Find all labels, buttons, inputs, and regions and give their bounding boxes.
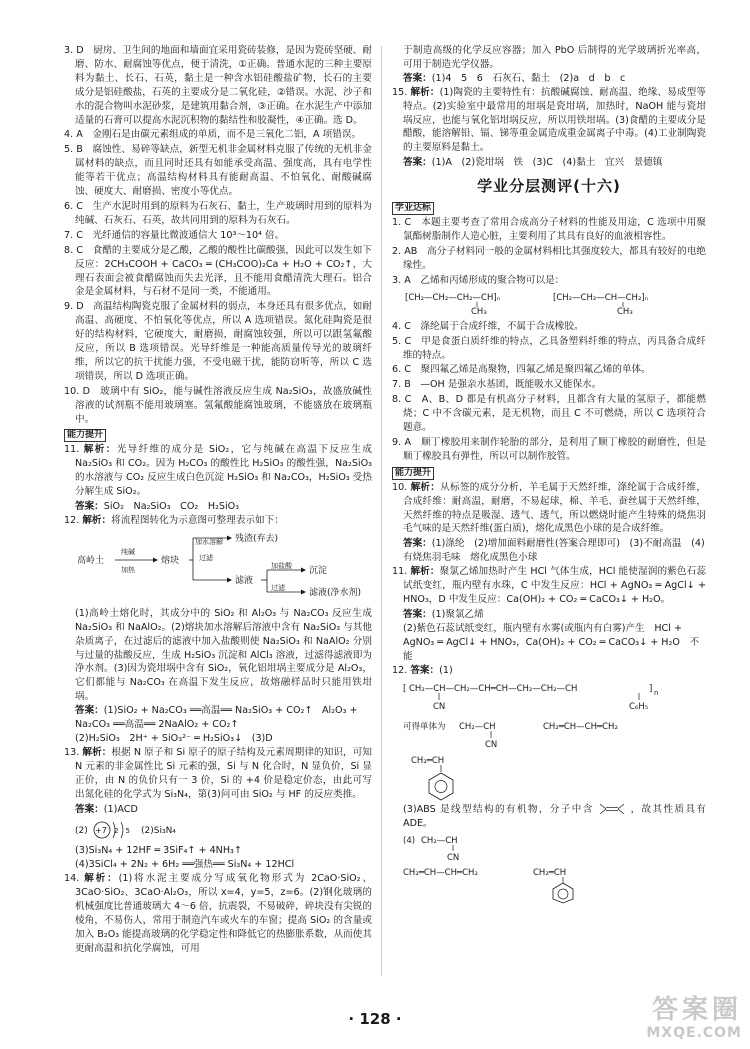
flow-residue: 残渣(弃去) <box>235 533 279 544</box>
watermark <box>602 995 742 1043</box>
question-11-b: 11. 解析：聚氯乙烯加热时产生 HCl 气体生成，HCl 能使湿润的紫色石蕊试纸变红，瓶内壁有水珠，C 中发生反应：HCl + AgNO₃ ═ AgCl↓ + HNO₃，D 中发生反应：Ca(OH)₂ + CO₂ ═ CaCO₃↓ + H₂O。 <box>392 566 706 605</box>
svg-text:]: ] <box>649 684 653 695</box>
question-text: D 厨房、卫生间的地面和墙面宜采用瓷砖装修，是因为瓷砖坚硬、耐磨、防水、耐腐蚀等优点，便于清洗，①正确。普通水泥的三种主要原料为黏土、长石、石英，黏土是一种含水铝硅酸盐矿物，长石的主要成分是铝硅酸盐，石英的主要成分是二氧化硅，②错误。水泥、沙子和水的混合物叫水泥砂浆，是建筑用黏合剂，③正确。在水泥生产中添加适量的石膏可以提高水泥沉积物的黏结性和胶凝性，④正确。选 D。 <box>75 45 373 126</box>
answer-12-part4 <box>403 833 706 903</box>
question-number: 8. <box>64 244 77 256</box>
right-question-b-6 <box>392 436 706 464</box>
flow-step1-bottom: 加热 <box>121 565 135 574</box>
polymer-structure-3 <box>403 290 706 318</box>
left-question-4 <box>64 200 372 228</box>
right-question-b-3 <box>392 363 706 377</box>
question-text: C A、B、D 都是有机高分子材料，且都含有大量的氢原子，都能燃烧；C 中不含碳元素，是无机物，而且 C 不可燃烧，所以 C 选项符合题意。 <box>403 394 707 434</box>
flow-step3-top: 加盐酸 <box>271 561 292 570</box>
question-text: B 腐蚀性、易碎等缺点，新型无机非金属材料克服了传统的无机非金属材料的缺点，而且同时还具有如能承受高温、强度高，具有电学性能等若干优点；高温结构材料具有能耐高温、不怕氧化、耐酸碱腐蚀、硬度大、耐磨损、密度小等优点。 <box>75 144 372 198</box>
question-number: 9. <box>64 301 77 313</box>
ability-tag-left: 能力提升 <box>64 429 106 442</box>
question-text: C 涤纶属于合成纤维，不属于合成橡胶。 <box>404 320 584 332</box>
svg-text:n: n <box>654 689 659 698</box>
right-question-1 <box>392 216 706 244</box>
question-number: 6. <box>64 200 77 212</box>
question-text: C 甲是食蛋白质纤维的特点，乙具备塑料纤维的特点，丙具备合成纤维的特点。 <box>403 335 707 361</box>
right-question-b-2 <box>392 335 706 363</box>
section-title: 学业分层测评(十六) <box>477 177 621 196</box>
question-14: 14. 解析：(1)将水泥主要成分写成氧化物形式为 2CaO·SiO₂、3CaO·SiO₂、3CaO·Al₂O₃，所以 x=4，y=5，z=6。(2)钢化玻璃的机械强度比普通玻璃大 4～6 倍，抗震裂，不易破碎，碎块没有尖锐的棱角，不易伤人，常用于制造汽车或火车的车窗；提高 SiO₂ 的含量或加入 B₂O₃ 能提高玻璃的化学稳定性和降低它的热膨胀系数，从而使其更耐高温和抗化学腐蚀，可用 <box>64 873 372 954</box>
abs-polymer-structure <box>403 679 706 715</box>
svg-text:CN: CN <box>447 853 460 864</box>
question-text: D 玻璃中有 SiO₂，能与碱性溶液反应生成 Na₂SiO₃，故盛放碱性溶液的试剂瓶不能用玻璃塞。氢氟酸能腐蚀玻璃，不能盛放在玻璃瓶中。 <box>75 385 372 425</box>
flow-step1-top: 纯碱 <box>121 547 135 556</box>
svg-text:CH₃: CH₃ <box>617 306 633 317</box>
question-text: C 聚四氟乙烯是高聚物，四氟乙烯是聚四氟乙烯的单体。 <box>404 364 651 376</box>
watermark-bottom: MXQE.COM <box>646 1025 742 1041</box>
flow-step3-bottom: 过滤 <box>271 583 285 592</box>
svg-text:CH₂═CH—CH═CH₂: CH₂═CH—CH═CH₂ <box>403 868 478 879</box>
right-question-b-1 <box>392 320 706 334</box>
flow-final: 滤液(净水剂) <box>309 587 362 598</box>
flow-precip: 沉淀 <box>309 565 328 576</box>
left-question-1 <box>64 44 372 127</box>
question-number: 3. <box>392 274 405 286</box>
question-text: C 光纤通信的容量比微波通信大 10³～10⁴ 倍。 <box>76 229 285 241</box>
question-number: 9. <box>392 436 405 448</box>
question-number: 8. <box>392 394 405 406</box>
question-number: 6. <box>392 364 405 376</box>
svg-text:(4): (4) <box>403 836 416 847</box>
question-text: C 食醋的主要成分是乙酸，乙酸的酸性比碳酸强，因此可以发生如下反应：2CH₃COOH + CaCO₃ ═ (CH₃COO)₂Ca + H₂O + CO₂↑，大理石表面会被食醋腐蚀而失去光泽，且不能用食醋清洗大理石。铝合金是金属材料，与石材不是同一类，不能通用。 <box>75 244 373 298</box>
left-column: 3. D 厨房、卫生间的地面和墙面宜采用瓷砖装修，是因为瓷砖坚硬、耐磨、防水、耐腐蚀等优点，便于清洗，①正确。普通水泥的三种主要原料为黏土、长石、石英，黏土是一种含水铝硅酸盐矿物，长石的主要成分是铝硅酸盐，石英的主要成分是二氧化硅，②错误。水泥、沙子和水的混合物叫水泥砂浆，是建筑用黏合剂，③正确。在水泥生产中添加适量的石膏可以提高水泥沉积物的黏结性和胶凝性，④正确。选 D。 4. A 金刚石是由碳元素组成的单质，而不是三氧化二铝，A 项错误。 5. B 腐蚀性、易碎等缺点，新型无机非金属材料克服了传统的无机非金属材料的缺点，而且同时还具有如能承受高温、强度高，具有电学性能等若干优点；高温结构材料具有能耐高温、不怕氧化、耐酸碱腐蚀、硬度大、耐磨损、密度小等优点。 6. C 生产水泥时用到的原料为石灰石、黏土，生产玻璃时用到的原料为纯碱、石灰石、石英，故共同用到的原料为石灰石。 7. C 光纤通信的容量比微波通信大 10³～10⁴ 倍。 8. C 食醋的主要成分是乙酸，乙酸的酸性比碳酸强，因此可以发生如下反应：2CH₃COOH + CaCO₃ ═ (CH₃COO)₂Ca + H₂O + CO₂↑，大理石表面会被食醋腐蚀而失去光泽，且不能用食醋清洗大理石。铝合金是金属材料，与石材不是同一类，不能通用。 9. D 高温结构陶瓷克服了金属材料的弱点，本身还具有很多优点，如耐高温、高硬度、不怕氧化等优点，所以 A 选项错误。氮化硅陶瓷是很好的结构材料，它硬度大，耐磨损，耐腐蚀较强，所以可以跟氢氟酸反应，所以 B 选项错误。光导纤维是一种能高质量传导光的玻璃纤维，所以它的抗干扰能力强，不受电磁干扰，能防窃听等，所以 C 选项错误，所以 D 选项正确。 10. D 玻璃中有 SiO₂，能与碱性溶液反应生成 Na₂SiO₃，故盛放碱性溶液的试剂瓶不能用玻璃塞。氢氟酸能腐蚀玻璃，不能盛放在玻璃瓶中。 能力提升 11. 解析：光导纤维的成分是 SiO₂，它与纯碱在高温下反应生成 Na₂SiO₃ 和 CO₂。因为 H₂CO₃ 的酸性比 H₂SiO₃ 的酸性强，Na₂SiO₃ 的水溶液与 CO₂ 反应生成白色沉淀 H₂SiO₃ 和 Na₂CO₃，H₂SiO₃ 受热分解生成 SiO₂。 答案：SiO₂ Na₂SiO₃ CO₂ H₂SiO₃ 12. 解析：将流程图转化为示意图可整理表示如下： 高岭土 纯碱 加热 熔块 加水溶解 过滤 残渣(弃去) 滤液 加盐酸 过滤 沉淀 滤液(净水剂) (1)高岭土熔化时，其成分中的 SiO₂ 和 Al₂O₃ 与 Na₂CO₃ 反应生成 Na₂SiO₃ 和 NaAlO₂。(2)熔块加水溶解后溶液中含有 Na₂SiO₃ 与其他杂质离子，在过滤后的滤液中加入盐酸则使 Na₂SiO₃ 和 NaAlO₂ 分别与过量的盐酸反应，生成 H₂SiO₃ 沉淀和 AlCl₃ 溶液，过滤得滤液即为净水剂。(3)因为瓷坩埚中含有 SiO₂，氧化铝坩埚主要成分是 Al₂O₃，它们都能与 Na₂CO₃ 在高温下发生反应，故熔融样品时只能用铁坩埚。 答案：(1)SiO₂ + Na₂CO₃ ══高温══ Na₂SiO₃ + CO₂↑ Al₂O₃ + Na₂CO₃ ══高温══ 2NaAlO₂ + CO₂↑ (2)H₂SiO₃ 2H⁺ + SiO₃²⁻ ═ H₂SiO₃↓ (3)D 13. 解析：根据 N 原子和 Si 原子的原子结构及元素周期律的知识，可知 N 元素的非金属性比 Si 元素的强，Si 与 N 化合时，N 显负价，Si 显正价，由 N 的负价只有一 3 价，Si 的 +4 价是稳定价态，由此可写出氮化硅的化学式为 Si₃N₄，第(3)问可由 SiO₂ 与 HF 的反应类推。 答案：(1)ACD (2) +7 2 5 (2)Si₃N₄ (3)Si₃N₄ + 12HF ═ 3SiF₄↑ + 4NH₃↑ (4)3SiCl₄ + 2N₂ + 6H₂ ══强热══ Si₃N₄ + 12HCl 14. 解析：(1)将水泥主要成分写成氧化物形式为 2CaO·SiO₂、3CaO·SiO₂、3CaO·Al₂O₃，所以 x=4，y=5，z=6。(2)钢化玻璃的机械强度比普通玻璃大 4～6 倍，抗震裂，不易破碎，碎块没有尖锐的棱角，不易伤人，常用于制造汽车或火车的车窗；提高 SiO₂ 的含量或加入 B₂O₃ 能提高玻璃的化学稳定性和降低它的热膨胀系数，从而使其更耐高温和抗化学腐蚀，可用 <box>64 45 373 954</box>
svg-text:CH₂—CH: CH₂—CH <box>459 722 496 733</box>
question-text: A 顺丁橡胶用来制作轮胎的部分，是利用了顺丁橡胶的耐磨性，但是顺丁橡胶具有弹性，所以可以制作胶管。 <box>403 436 707 462</box>
left-question-3 <box>64 143 372 199</box>
question-number: 3. <box>64 45 77 56</box>
svg-text:CH₂═CH: CH₂═CH <box>533 868 567 879</box>
left-question-8 <box>64 385 372 427</box>
question-number: 7. <box>64 229 77 241</box>
question-number: 5. <box>64 144 77 156</box>
left-question-5 <box>64 229 372 243</box>
svg-text:CH₂—CH: CH₂—CH <box>421 836 458 847</box>
question-text: AB 高分子材料同一般的金属材料相比其强度较大，都具有较好的电绝缘性。 <box>403 245 706 271</box>
answer-13: 答案：(1)ACD <box>75 803 138 815</box>
question-13: 13. 解析：根据 N 原子和 Si 原子的原子结构及元素周期律的知识，可知 N 元素的非金属性比 Si 元素的强，Si 与 N 化合时，N 显负价，Si 显正价，由 N 的负价只有一 3 价，Si 的 +4 价是稳定价态，由此可写出氮化硅的化学式为 Si₃N₄，第(3)问可由 SiO₂ 与 HF 的反应类推。 <box>64 746 372 800</box>
svg-text:[CH₂—CH₂—CH—CH₂]ₙ: [CH₂—CH₂—CH—CH₂]ₙ <box>553 292 649 303</box>
answer-11: 答案：SiO₂ Na₂SiO₃ CO₂ H₂SiO₃ <box>75 501 240 513</box>
flow-step2-bottom: 过滤 <box>199 553 213 562</box>
flow-start: 高岭土 <box>77 555 105 566</box>
answer-12-part3: (3)ABS 是线型结构的有机物，分子中含 ，故其性质具有 ADE。 <box>403 804 706 830</box>
double-bond-icon <box>598 803 626 815</box>
question-number: 10. <box>64 385 83 397</box>
question-number: 4. <box>64 129 77 141</box>
answer-11-b: 答案：(1)聚氯乙烯 (2)紫色石蕊试纸变红，瓶内壁有水雾(或瓶内有白雾)产生 HCl + AgNO₃ ═ AgCl↓ + HNO₃，Ca(OH)₂ + CO₂ ═ CaCO₃↓ + H₂O 不能 <box>403 608 700 662</box>
question-number: 7. <box>392 379 405 391</box>
flow-filtrate: 滤液 <box>235 575 254 586</box>
svg-text:(2)Si₃N₄: (2)Si₃N₄ <box>141 826 176 837</box>
svg-text:C₆H₅: C₆H₅ <box>629 702 649 713</box>
question-text: A 乙烯和丙烯形成的聚合物可以是： <box>404 274 565 286</box>
question-number: 5. <box>392 335 405 347</box>
question-text: A 金刚石是由碳元素组成的单质，而不是三氧化二铝，A 项错误。 <box>76 129 362 141</box>
right-column <box>392 44 706 979</box>
svg-text:CH₃: CH₃ <box>471 306 487 317</box>
question-text: B —OH 是强亲水基团，既能吸水又能保水。 <box>404 379 602 391</box>
question-10-b: 10. 解析：从标签的成分分析，羊毛属于天然纤维，涤纶属于合成纤维，合成纤维：耐高温，耐磨，不易起球，棉、羊毛、蚕丝属于天然纤维，天然纤维的特点是吸湿、透气、透气，所以燃烧时能产生特殊的烧焦羽毛气味的是天然纤维(蛋白质)，熔化成黑色小球的是合成纤维。 <box>392 481 706 535</box>
flow-step2-top: 加水溶解 <box>195 537 223 546</box>
svg-text:CN: CN <box>485 740 498 751</box>
svg-text:CH₂═CH—CH═CH₂: CH₂═CH—CH═CH₂ <box>543 722 618 733</box>
column-divider <box>381 46 382 976</box>
ability-tag-right: 能力提升 <box>392 467 434 480</box>
process-flow-diagram <box>75 530 372 603</box>
left-question-7 <box>64 300 372 383</box>
question-text: C 本题主要考查了常用合成高分子材料的性能及用途，C 选项中用聚氯酯树脂制作人造心脏，主要利用了其具有良好的血液相容性。 <box>403 217 706 243</box>
styrene-structure <box>403 753 706 801</box>
question-12: 12. 解析：将流程图转化为示意图可整理表示如下： <box>64 515 284 526</box>
left-question-2 <box>64 128 372 142</box>
answer-10-b: 答案：(1)涤纶 (2)增加面料耐磨性(答案合理即可) (3)不耐高温 (4)有烧焦羽毛味 熔化成黑色小球 <box>403 538 705 564</box>
right-question-3 <box>392 274 706 288</box>
basic-tag: 学业达标 <box>392 202 434 215</box>
svg-text:+7: +7 <box>95 826 107 836</box>
question-15: 15. 解析：(1)陶瓷的主要特性有：抗酸碱腐蚀、耐高温、绝缘、易成型等特点。(2)实验室中最常用的坩埚是瓷坩埚，加热时，NaOH 能与瓷坩埚反应，也能与氧化铝坩埚反应，所以用铁坩埚。(3)食醋的主要成分是醋酸，能溶解铅、镉、锑等重金属造成重金属离子中毒。(4)工业制陶瓷的主要原料是黏土。 <box>392 86 706 154</box>
flow-mid: 熔块 <box>161 555 180 566</box>
question-number: 2. <box>392 245 405 257</box>
question-14-continued: 于制造高级的化学反应容器；加入 PbO 后制得的光学玻璃折光率高，可用于制造光学仪器。 <box>403 45 706 70</box>
svg-text:[: [ <box>403 684 407 695</box>
monomer-structures <box>403 717 706 751</box>
answer-15: 答案：(1)A (2)瓷坩埚 铁 (3)C (4)黏土 宜兴 景德镇 <box>403 157 663 169</box>
question-11: 11. 解析：光导纤维的成分是 SiO₂，它与纯碱在高温下反应生成 Na₂SiO₃ 和 CO₂。因为 H₂CO₃ 的酸性比 H₂SiO₃ 的酸性强，Na₂SiO₃ 的水溶液与 CO₂ 反应生成白色沉淀 H₂SiO₃ 和 Na₂CO₃，H₂SiO₃ 受热分解生成 SiO₂。 <box>64 444 373 498</box>
question-12-text: (1)高岭土熔化时，其成分中的 SiO₂ 和 Al₂O₃ 与 Na₂CO₃ 反应生成 Na₂SiO₃ 和 NaAlO₂。(2)熔块加水溶解后溶液中含有 Na₂SiO₃ 与其他杂质离子，在过滤后的滤液中加入盐酸则使 Na₂SiO₃ 和 NaAlO₂ 分别与过量的盐酸反应，生成 H₂SiO₃ 沉淀和 AlCl₃ 溶液，过滤得滤液即为净水剂。(3)因为瓷坩埚中含有 SiO₂，氧化铝坩埚主要成分是 Al₂O₃，它们都能与 Na₂CO₃ 在高温下发生反应，故熔融样品时只能用铁坩埚。 <box>75 607 372 703</box>
svg-text:CN: CN <box>433 702 446 713</box>
svg-text:CH₂═CH: CH₂═CH <box>411 756 445 767</box>
nitrogen-atom-diagram <box>75 818 372 842</box>
right-question-b-5 <box>392 393 706 435</box>
question-text: D 高温结构陶瓷克服了金属材料的弱点，本身还具有很多优点，如耐高温、高硬度、不怕氧化等优点，所以 A 选项错误。氮化硅陶瓷是很好的结构材料，它硬度大，耐磨损，耐腐蚀较强，所以可以跟氢氟酸反应，所以 B 选项错误。光导纤维是一种能高质量传导光的玻璃纤维，所以它的抗干扰能力强，不受电磁干扰，能防窃听等，所以 C 选项错误，所以 D 选项正确。 <box>75 301 373 382</box>
question-number: 4. <box>392 320 405 332</box>
answer-12: 答案：(1)SiO₂ + Na₂CO₃ ══高温══ Na₂SiO₃ + CO₂↑ Al₂O₃ + Na₂CO₃ ══高温══ 2NaAlO₂ + CO₂↑ (2)H₂SiO₃ 2H⁺ + SiO₃²⁻ ═ H₂SiO₃↓ (3)D <box>75 705 358 744</box>
svg-text:2 5: 2 5 <box>114 827 130 836</box>
page-number: · 128 · <box>348 1010 402 1028</box>
right-question-b-4 <box>392 378 706 392</box>
svg-text:可得单体为: 可得单体为 <box>403 722 446 733</box>
question-number: 1. <box>392 217 405 229</box>
left-question-6 <box>64 244 372 300</box>
svg-text:(2): (2) <box>75 826 88 837</box>
watermark-top: 答案圈 <box>651 995 742 1025</box>
svg-text:[CH₂—CH₂—CH₂—CH]ₙ: [CH₂—CH₂—CH₂—CH]ₙ <box>405 292 501 303</box>
right-question-2 <box>392 245 706 273</box>
question-12-b: 12. 答案：(1) <box>392 664 453 676</box>
answer-14: 答案：(1)4 5 6 石灰石、黏土 (2)a d b c <box>403 72 626 84</box>
question-text: C 生产水泥时用到的原料为石灰石、黏土，生产玻璃时用到的原料为纯碱、石灰石、石英，故共同用到的原料为石灰石。 <box>75 200 373 226</box>
svg-text:CH₂—CH—CH₂—CH═CH—CH₂—CH₂—CH: CH₂—CH—CH₂—CH═CH—CH₂—CH₂—CH <box>409 684 578 695</box>
